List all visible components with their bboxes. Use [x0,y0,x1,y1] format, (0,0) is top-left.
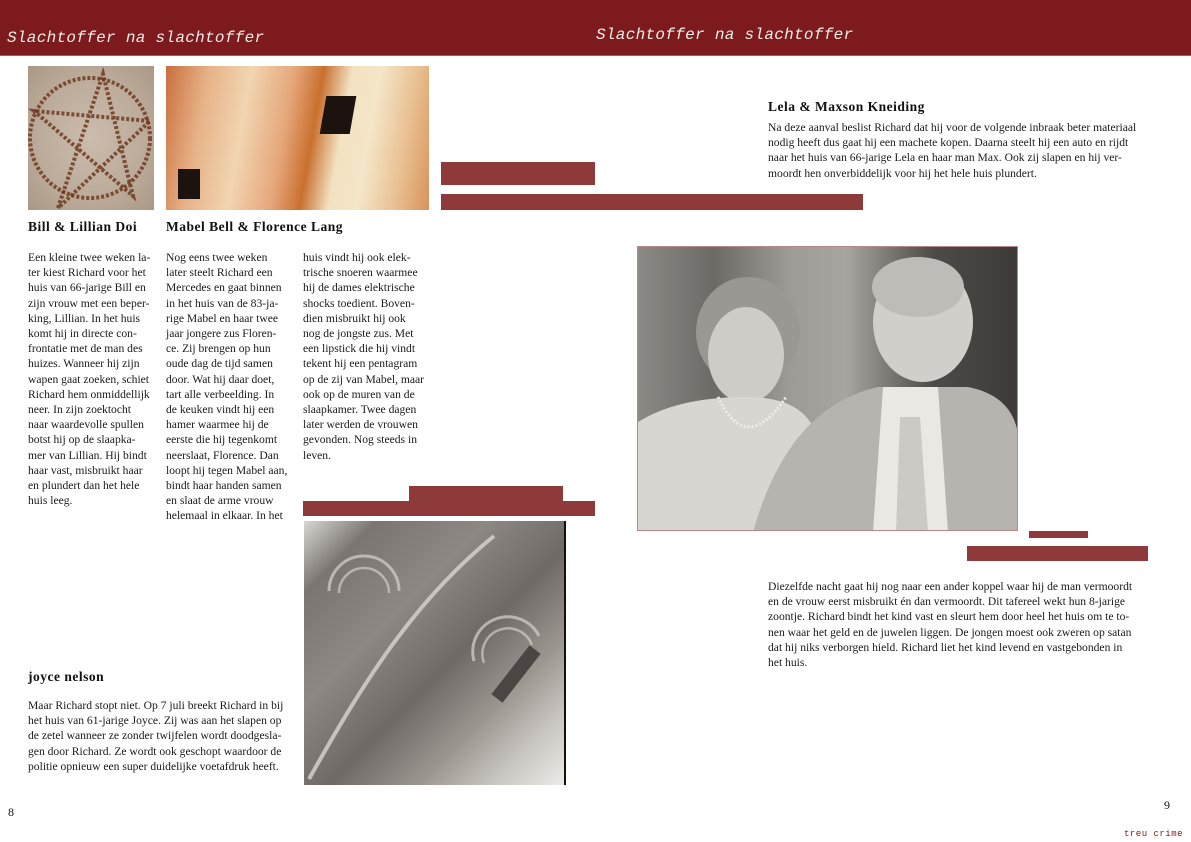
text-line: komt hij in directe con- [28,327,137,341]
text-line: eerste die hij tegenkomt [166,433,278,447]
text-line: tart alle verbeelding. In [166,387,275,401]
text-line: later werden de vrouwen [303,418,418,432]
text-line: Richard hem onmiddellijk [28,387,150,401]
text-line: hamer waarmee hij de [166,418,269,432]
header-title-left: Slachtoffer na slachtoffer [7,29,265,47]
text-mabel-florence-col1 [166,250,298,524]
text-line: het huis van 61-jarige Joyce. Zij was aan het slapen op [28,714,282,728]
text-line: Maar Richard stopt niet. Op 7 juli breekt Richard in bij [28,699,284,712]
text-line: huis vindt hij ook elek- [303,251,411,264]
heading-bill-lillian: Bill & Lillian Doi [28,219,138,234]
text-line: hij de dames elektrische [303,281,415,295]
text-line: dat hij niks verborgen hield. Richard liet het kind levend en vastgebonden in [768,640,1123,654]
text-line: ook op de muren van de [303,387,415,401]
text-line: gevonden. Nog steeds in [303,433,417,447]
text-line: bindt haar handen samen [166,479,282,493]
text-line: mer van Lillian. Hij bindt [28,448,147,462]
text-line: frontatie met de man des [28,342,143,356]
footprint-icon [304,521,566,785]
text-line: wapen gaat zoeken, schiet [28,372,150,386]
shadow-patch [320,96,357,134]
accent-bar [303,501,595,516]
text-line: en de vrouw eerst misbruikt én dan vermoordt. Dit tafereel wekt hun 8-jarige [768,595,1126,609]
text-line: nog de jongste zus. Met [303,327,414,341]
heading-lela-maxson: Lela & Maxson Kneiding [768,99,925,114]
text-line: dien misbruikt hij ook [303,311,406,325]
text-line: naar waardevolle spullen [28,418,144,432]
text-line: haar vast, misbruikt haar [28,463,143,477]
page-number-right: 9 [1164,798,1170,812]
text-line: ter kiest Richard voor het [28,266,146,280]
text-line: shocks toedient. Boven- [303,296,415,310]
text-bill-lillian [28,250,158,508]
text-line: moordt hen onverbiddelijk voor hij het hele huis plundert. [768,166,1037,180]
text-line: in het huis van de 83-ja- [166,296,279,310]
footer-mark: treu crime [1124,829,1184,839]
text-line: jaar jongere zus Floren- [166,327,277,341]
text-line: Mercedes en gaat binnen [166,281,282,295]
text-line: ce. Zij brengen op hun [166,342,271,356]
text-line: Na deze aanval beslist Richard dat hij voor de volgende inbraak beter materiaal [768,121,1137,134]
text-line: de keuken vindt hij een [166,403,275,417]
text-line: huis van 66-jarige Bill en [28,281,146,295]
text-line: het huis. [768,656,808,670]
heading-joyce-nelson: joyce nelson [28,669,105,684]
text-line: king, Lillian. In het huis [28,311,141,325]
text-line: helemaal in elkaar. In het [166,509,283,523]
text-line: op de zij van Mabel, maar [303,372,425,386]
shadow-patch [178,169,200,199]
pentagram-icon [28,66,154,210]
text-mabel-florence-col2 [303,250,431,463]
text-line: Nog eens twee weken [166,251,268,264]
text-line: Een kleine twee weken la- [28,251,151,264]
accent-bar [409,486,563,502]
header-band-right [596,0,1191,56]
text-line: door. Wat hij daar doet, [166,372,275,386]
text-line: slaapkamer. Twee dagen [303,403,417,417]
text-line: huis leeg. [28,494,73,508]
text-line: neer. In zijn zoektocht [28,403,132,417]
accent-bar [1029,531,1088,538]
header-band-left [0,0,596,56]
text-line: en plundert dan het hele [28,479,140,493]
text-line: politie opnieuw een super duidelijke voetafdruk heeft. [28,759,279,773]
text-line: zijn vrouw met een beper- [28,296,150,310]
text-line: gen door Richard. Ze wordt ook geschopt waardoor de [28,744,282,758]
text-line: een lipstick die hij vindt [303,342,416,356]
heading-mabel-florence: Mabel Bell & Florence Lang [166,219,343,234]
text-line: naar het huis van 66-jarige Lela en haar man Max. Ook zij slapen en hij ver- [768,151,1122,165]
text-line: leven. [303,448,332,462]
text-line: Diezelfde nacht gaat hij nog naar een ander koppel waar hij de man vermoordt [768,580,1133,593]
text-joyce-nelson [28,698,300,774]
accent-bar [441,162,595,185]
couple-silhouette-icon [638,247,1018,531]
text-line: nodig heeft dus gaat hij een machete kopen. Daarna steelt hij een auto en rijdt [768,136,1129,150]
text-line: later steelt Richard een [166,266,273,280]
pentagram-photo [28,66,154,210]
text-line: botst hij op de slaapka- [28,433,136,447]
couple-photo [637,246,1018,531]
text-line: zoontje. Richard bindt het kind vast en sleurt hem door heel het huis om te to- [768,610,1130,624]
text-same-night [768,579,1153,670]
text-line: oude dag de tijd samen [166,357,273,371]
text-line: en slaat de arme vrouw [166,494,274,508]
accent-bar [441,194,863,210]
text-line: tekent hij een pentagram [303,357,418,371]
text-line: nen waar het geld en de juwelen liggen. De jongen moest ook zweren op satan [768,625,1132,639]
accent-bar [967,546,1148,561]
text-lela-maxson [768,120,1153,181]
footprint-photo [304,521,566,785]
text-line: neerslaat, Florence. Dan [166,448,279,462]
text-line: rige Mabel en haar twee [166,311,279,325]
text-line: de zetel wanneer ze zonder twijfelen wordt doodgesla- [28,729,282,743]
page-number-left: 8 [8,805,14,819]
skin-closeup-photo [166,66,429,210]
text-line: loopt hij tegen Mabel aan, [166,463,288,477]
text-line: huizes. Wanneer hij zijn [28,357,140,371]
text-line: trische snoeren waarmee [303,266,418,280]
header-title-right: Slachtoffer na slachtoffer [596,26,854,44]
